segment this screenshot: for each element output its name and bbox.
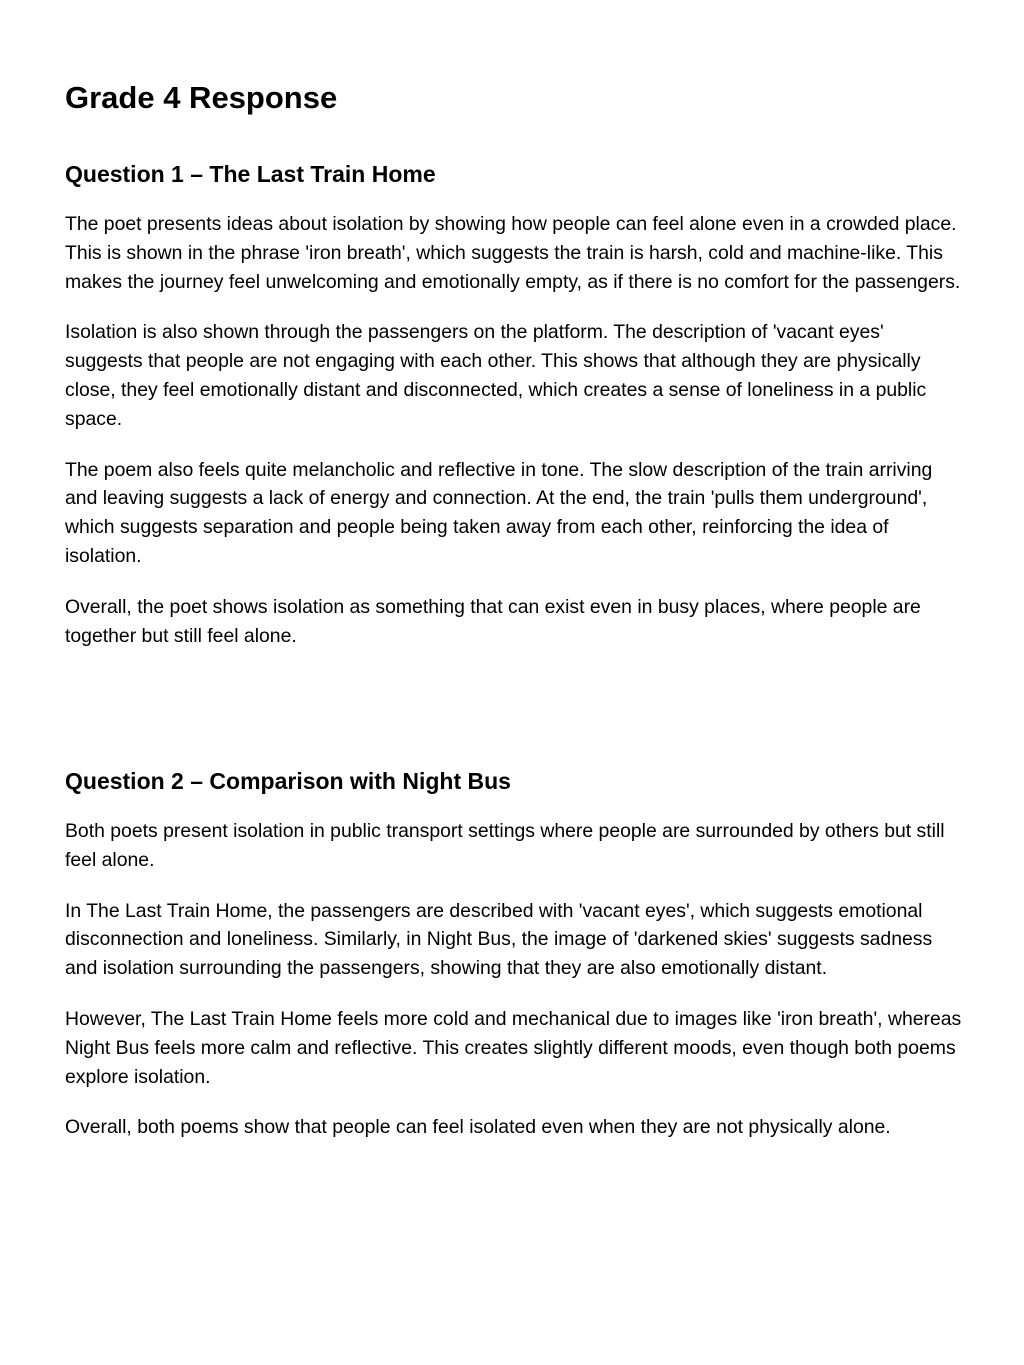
- question-2-paragraph-4: Overall, both poems show that people can feel isolated even when they are not physically alone.: [65, 1116, 891, 1139]
- question-2-paragraph-3: However, The Last Train Home feels more cold and mechanical due to images like 'iron breath', whereas Night Bus feels more calm and reflective. This creates slightly different moods, even though both poems explore isolation.: [65, 1007, 962, 1088]
- question-1-section: [65, 160, 965, 672]
- question-1-paragraph-2: Isolation is also shown through the passengers on the platform. The description of 'vacant eyes' suggests that people are not engaging with each other. This shows that although they are physically close, they feel emotionally distant and disconnected, which creates a sense of loneliness in a public space.: [65, 321, 927, 430]
- question-1-paragraph-3: The poem also feels quite melancholic and reflective in tone. The slow description of the train arriving and leaving suggests a lack of energy and connection. At the end, the train 'pulls them underground', which suggests separation and people being taken away from each other, reinforcing the idea of isolation.: [65, 458, 933, 567]
- question-2-paragraph-1: Both poets present isolation in public transport settings where people are surrounded by others but still feel alone.: [65, 820, 945, 871]
- question-1-paragraph-4: Overall, the poet shows isolation as something that can exist even in busy places, where people are together but still feel alone.: [65, 595, 921, 647]
- question-2-paragraph-2: In The Last Train Home, the passengers are described with 'vacant eyes', which suggests emotional disconnection and loneliness. Similarly, in Night Bus, the image of 'darkened skies' suggests sadness and isolation surrounding the passengers, showing that they are also emotionally distant.: [65, 899, 933, 980]
- question-2-heading: Question 2 – Comparison with Night Bus: [65, 768, 511, 794]
- question-1-paragraph-1: The poet presents ideas about isolation by showing how people can feel alone even in a crowded place. This is shown in the phrase 'iron breath', which suggests the train is harsh, cold and machine-like. This makes the journey feel unwelcoming and emotionally empty, as if there is no comfort for the passengers.: [65, 213, 961, 293]
- question-1-heading: Question 1 – The Last Train Home: [65, 161, 436, 187]
- question-2-section: [65, 767, 965, 1164]
- document-title: Grade 4 Response: [65, 80, 338, 115]
